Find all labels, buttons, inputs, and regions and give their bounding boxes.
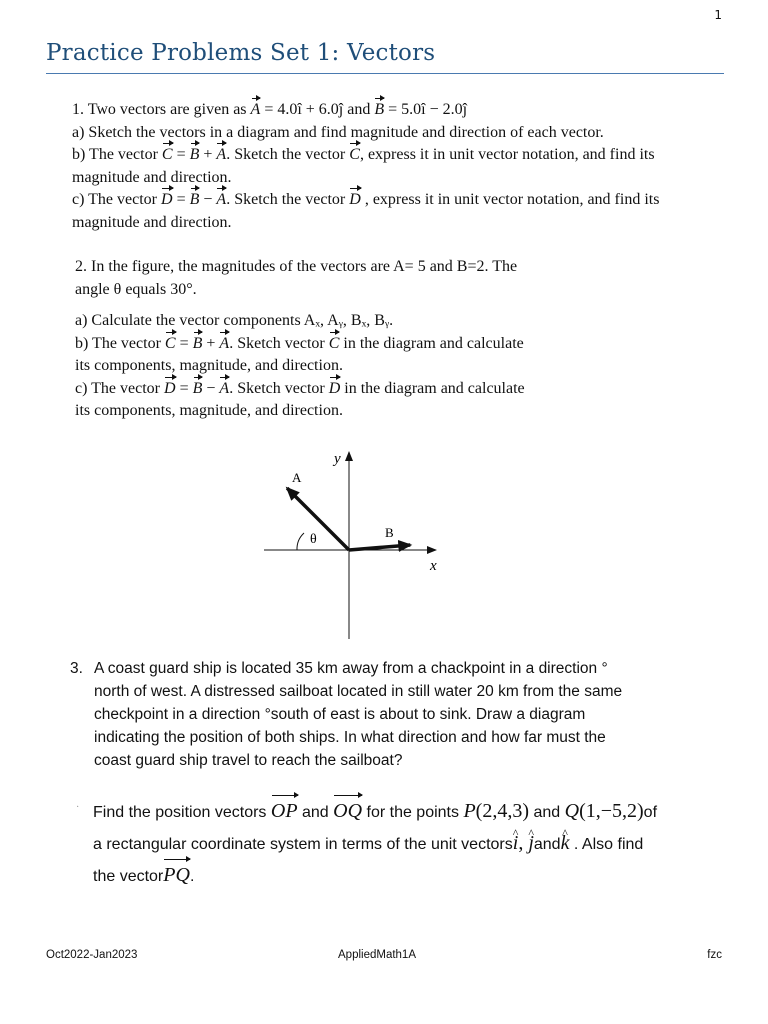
text: + xyxy=(206,334,216,352)
text: + xyxy=(203,146,213,163)
problem-2-part-b xyxy=(75,333,665,356)
problem-2-statement: 2. In the figure, the magnitudes of the vectors are A= 5 and B=2. The xyxy=(75,258,518,275)
footer-center: AppliedMath1A xyxy=(338,949,416,961)
text: and xyxy=(533,836,561,853)
point-q-coords: (1,−5,2) xyxy=(579,800,644,822)
x-axis-label: x xyxy=(430,558,437,574)
problem-3-line: indicating the position of both ships. In what direction and how far must the xyxy=(94,729,606,746)
vector-a-symbol: A xyxy=(219,378,229,401)
point-p: P xyxy=(463,800,476,822)
footer-left: Oct2022-Jan2023 xyxy=(46,949,138,961)
unit-vector-j: ^ j xyxy=(528,828,534,858)
problem-2-part-c-cont: its components, magnitude, and direction. xyxy=(75,402,343,419)
text: . Sketch the vector xyxy=(226,191,346,208)
problem-3-line: coast guard ship travel to reach the sailboat? xyxy=(94,752,403,769)
text: a rectangular coordinate system in terms of the unit vectors xyxy=(93,836,513,853)
problem-2 xyxy=(75,256,665,423)
vector-c-symbol: C xyxy=(329,333,340,356)
text: and xyxy=(533,804,561,821)
theta-arc xyxy=(297,533,304,550)
text: , express it in unit vector notation, and find its xyxy=(364,191,660,208)
footer-right: fzc xyxy=(707,949,722,961)
text: c) The vector xyxy=(72,191,157,208)
problem-3-number: 3. xyxy=(70,660,83,677)
vector-b-arrow xyxy=(349,545,410,550)
text: . Sketch vector xyxy=(229,334,325,352)
problem-4 xyxy=(93,796,733,892)
vector-d-symbol: D xyxy=(349,189,361,212)
problem-1-part-c xyxy=(72,189,732,212)
vector-d-symbol: D xyxy=(164,378,176,401)
vector-op-symbol: OP xyxy=(271,796,298,826)
vector-a-symbol: A xyxy=(219,333,229,356)
vector-b-symbol: B xyxy=(193,378,203,401)
text: b) The vector xyxy=(75,334,161,352)
vector-diagram xyxy=(258,448,458,643)
problem-3-line: A coast guard ship is located 35 km away from a chackpoint in a direction ° xyxy=(94,660,608,677)
text: = xyxy=(179,379,189,397)
text: c) The vector xyxy=(75,379,160,397)
unit-vector-i: ^ i xyxy=(513,828,519,858)
problem-2-part-c xyxy=(75,378,665,401)
title-rule xyxy=(46,73,724,74)
problem-4-line-1 xyxy=(93,796,733,828)
text: and xyxy=(302,804,329,821)
page-number: 1 xyxy=(714,8,722,22)
problem-1-part-b xyxy=(72,144,732,167)
vector-a-definition: = 4.0î + 6.0ĵ xyxy=(264,101,344,118)
vector-b-symbol: B xyxy=(190,144,200,167)
problem-1-part-b-cont: magnitude and direction. xyxy=(72,168,232,186)
text: in the diagram and calculate xyxy=(344,379,525,397)
vector-b-symbol: B xyxy=(193,333,203,356)
text: b) The vector xyxy=(72,146,158,163)
text: − xyxy=(206,379,216,397)
text: = xyxy=(176,191,186,208)
page-title: Practice Problems Set 1: Vectors xyxy=(46,40,436,66)
vector-b-definition: = 5.0î − 2.0ĵ xyxy=(388,101,468,118)
text: and xyxy=(347,101,371,118)
vector-d-symbol: D xyxy=(161,189,173,212)
problem-2-part-b-cont: its components, magnitude, and direction. xyxy=(75,357,343,374)
vector-b-symbol: B xyxy=(190,189,200,212)
point-q: Q xyxy=(564,800,580,822)
text: the vector xyxy=(93,868,164,885)
unit-vector-k: ^ k xyxy=(561,828,570,858)
problem-3 xyxy=(70,657,710,772)
vector-a-label: A xyxy=(292,470,302,485)
text: − xyxy=(203,191,213,208)
problem-4-line-3 xyxy=(93,860,733,892)
vector-oq-symbol: OQ xyxy=(333,796,362,826)
text: = xyxy=(179,334,189,352)
text: . Sketch vector xyxy=(229,379,325,397)
problem-1-statement xyxy=(72,99,732,122)
text: . Sketch the vector xyxy=(226,146,346,163)
vector-c-symbol: C xyxy=(165,333,176,356)
problem-2-statement-cont: angle θ equals 30°. xyxy=(75,280,197,298)
vector-b-label: B xyxy=(385,525,394,540)
problem-1-part-a: a) Sketch the vectors in a diagram and find magnitude and direction of each vector. xyxy=(72,123,604,141)
theta-label: θ xyxy=(310,532,317,547)
problem-1-part-c-cont: magnitude and direction. xyxy=(72,213,232,231)
problem-2-part-a: a) Calculate the vector components Aₓ, Aᵧ, Bₓ, Bᵧ. xyxy=(75,312,394,329)
vector-d-symbol: D xyxy=(329,378,341,401)
text: . xyxy=(189,868,195,885)
vector-a-arrow xyxy=(287,488,349,550)
vector-pq-symbol: PQ xyxy=(163,860,190,890)
text: = xyxy=(176,146,186,163)
vector-c-symbol: C xyxy=(162,144,173,167)
text: , xyxy=(518,832,524,854)
list-bullet: · xyxy=(76,802,80,813)
problem-3-line: north of west. A distressed sailboat located in still water 20 km from the same xyxy=(94,683,623,700)
vector-b-symbol: B xyxy=(374,99,384,122)
text: Find the position vectors xyxy=(93,804,267,821)
problem-1 xyxy=(72,99,732,234)
text: . Also find xyxy=(573,836,644,853)
vector-a-symbol: A xyxy=(216,189,226,212)
text: 1. Two vectors are given as xyxy=(72,101,247,118)
point-p-coords: (2,4,3) xyxy=(475,800,529,822)
text: , express it in unit vector notation, and find its xyxy=(359,146,655,163)
text: for the points xyxy=(366,804,459,821)
y-axis-label: y xyxy=(334,451,341,467)
text: in the diagram and calculate xyxy=(343,334,524,352)
vector-a-symbol: A xyxy=(216,144,226,167)
problem-3-line: checkpoint in a direction °south of east is about to sink. Draw a diagram xyxy=(94,706,586,723)
vector-a-symbol: A xyxy=(251,99,261,122)
vector-c-symbol: C xyxy=(349,144,360,167)
text: of xyxy=(643,804,658,821)
